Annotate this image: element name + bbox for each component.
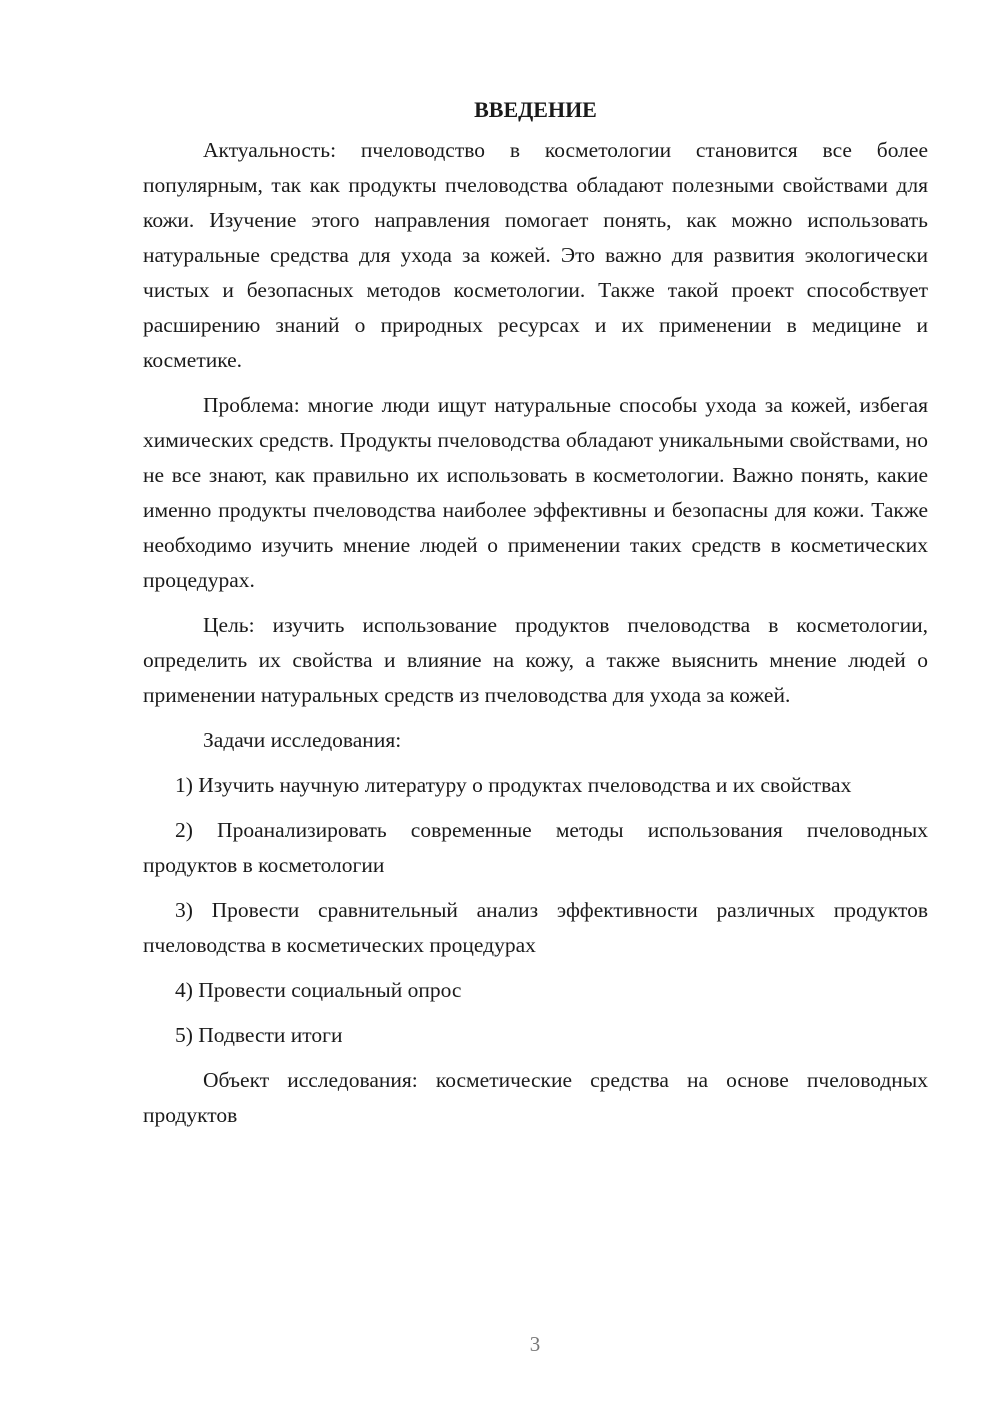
problem-paragraph: Проблема: многие люди ищут натуральные способы ухода за кожей, избегая химических средств. Продукты пчеловодства обладают уникальными свойствами, но не все знают, как правильно их использовать в косметологии. Важно понять, какие именно продукты пчеловодства наиболее эффективны и безопасны для кожи. Также необходимо изучить мнение людей о применении таких средств в косметических процедурах.: [143, 393, 928, 592]
goal-paragraph: Цель: изучить использование продуктов пчеловодства в косметологии, определить их свойства и влияние на кожу, а также выяснить мнение людей о применении натуральных средств из пчеловодства для ухода за кожей.: [143, 613, 928, 707]
page-number: 3: [529, 1332, 541, 1356]
document-page: [143, 92, 928, 1143]
task-item-5: 5) Подвести итоги: [175, 1023, 343, 1047]
relevance-paragraph: Актуальность: пчеловодство в косметологии становится все более популярным, так как продукты пчеловодства обладают полезными свойствами для кожи. Изучение этого направления помогает понять, как можно использовать натуральные средства для ухода за кожей. Это важно для развития экологически чистых и безопасных методов косметологии. Также такой проект способствует расширению знаний о природных ресурсах и их применении в медицине и косметике.: [143, 138, 928, 372]
task-item-1: 1) Изучить научную литературу о продуктах пчеловодства и их свойствах: [175, 773, 852, 797]
document-title: ВВЕДЕНИЕ: [474, 97, 597, 122]
task-item-4: 4) Провести социальный опрос: [175, 978, 462, 1002]
task-item-3: 3) Провести сравнительный анализ эффективности различных продуктов пчеловодства в косметических процедурах: [143, 898, 928, 957]
tasks-heading: Задачи исследования:: [203, 728, 402, 752]
task-item-2: 2) Проанализировать современные методы использования пчеловодных продуктов в косметологии: [143, 818, 928, 877]
object-paragraph: Объект исследования: косметические средства на основе пчеловодных продуктов: [143, 1068, 928, 1127]
